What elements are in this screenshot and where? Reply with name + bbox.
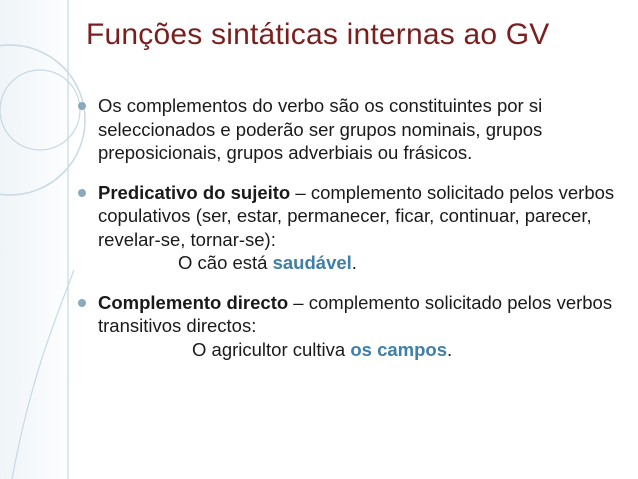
slide-content: [78, 94, 633, 377]
slide-title: Funções sintáticas internas ao GV: [86, 18, 550, 51]
example-suffix: .: [351, 252, 357, 273]
example-suffix: .: [447, 338, 453, 360]
bullet-item: [78, 94, 633, 165]
example-sentence: [98, 338, 633, 362]
bullet-marker: [78, 102, 86, 110]
bullet-marker: [78, 299, 86, 307]
term: Complemento directo: [98, 291, 289, 313]
bullet-item: [78, 181, 633, 275]
example-prefix: O cão está: [178, 252, 273, 273]
term: Predicativo do sujeito: [98, 181, 291, 203]
example-sentence: [98, 251, 633, 275]
definition: – complemento solicitado pelos verbos copulativos (ser, estar, permanecer, ficar, continuar, parecer, revelar-se, tornar-se):: [98, 181, 615, 250]
example-prefix: O agricultor cultiva: [192, 338, 351, 360]
bullet-marker: [78, 189, 86, 197]
example-highlight: saudável: [272, 252, 352, 273]
bullet-item: [78, 291, 633, 362]
example-highlight: os campos: [350, 338, 447, 360]
definition: – complemento solicitado pelos verbos transitivos directos:: [98, 291, 613, 336]
bullet-text: Os complementos do verbo são os constituintes por si seleccionados e poderão ser grupos nominais, grupos preposicionais, grupos adverbiais ou frásicos.: [98, 95, 543, 163]
